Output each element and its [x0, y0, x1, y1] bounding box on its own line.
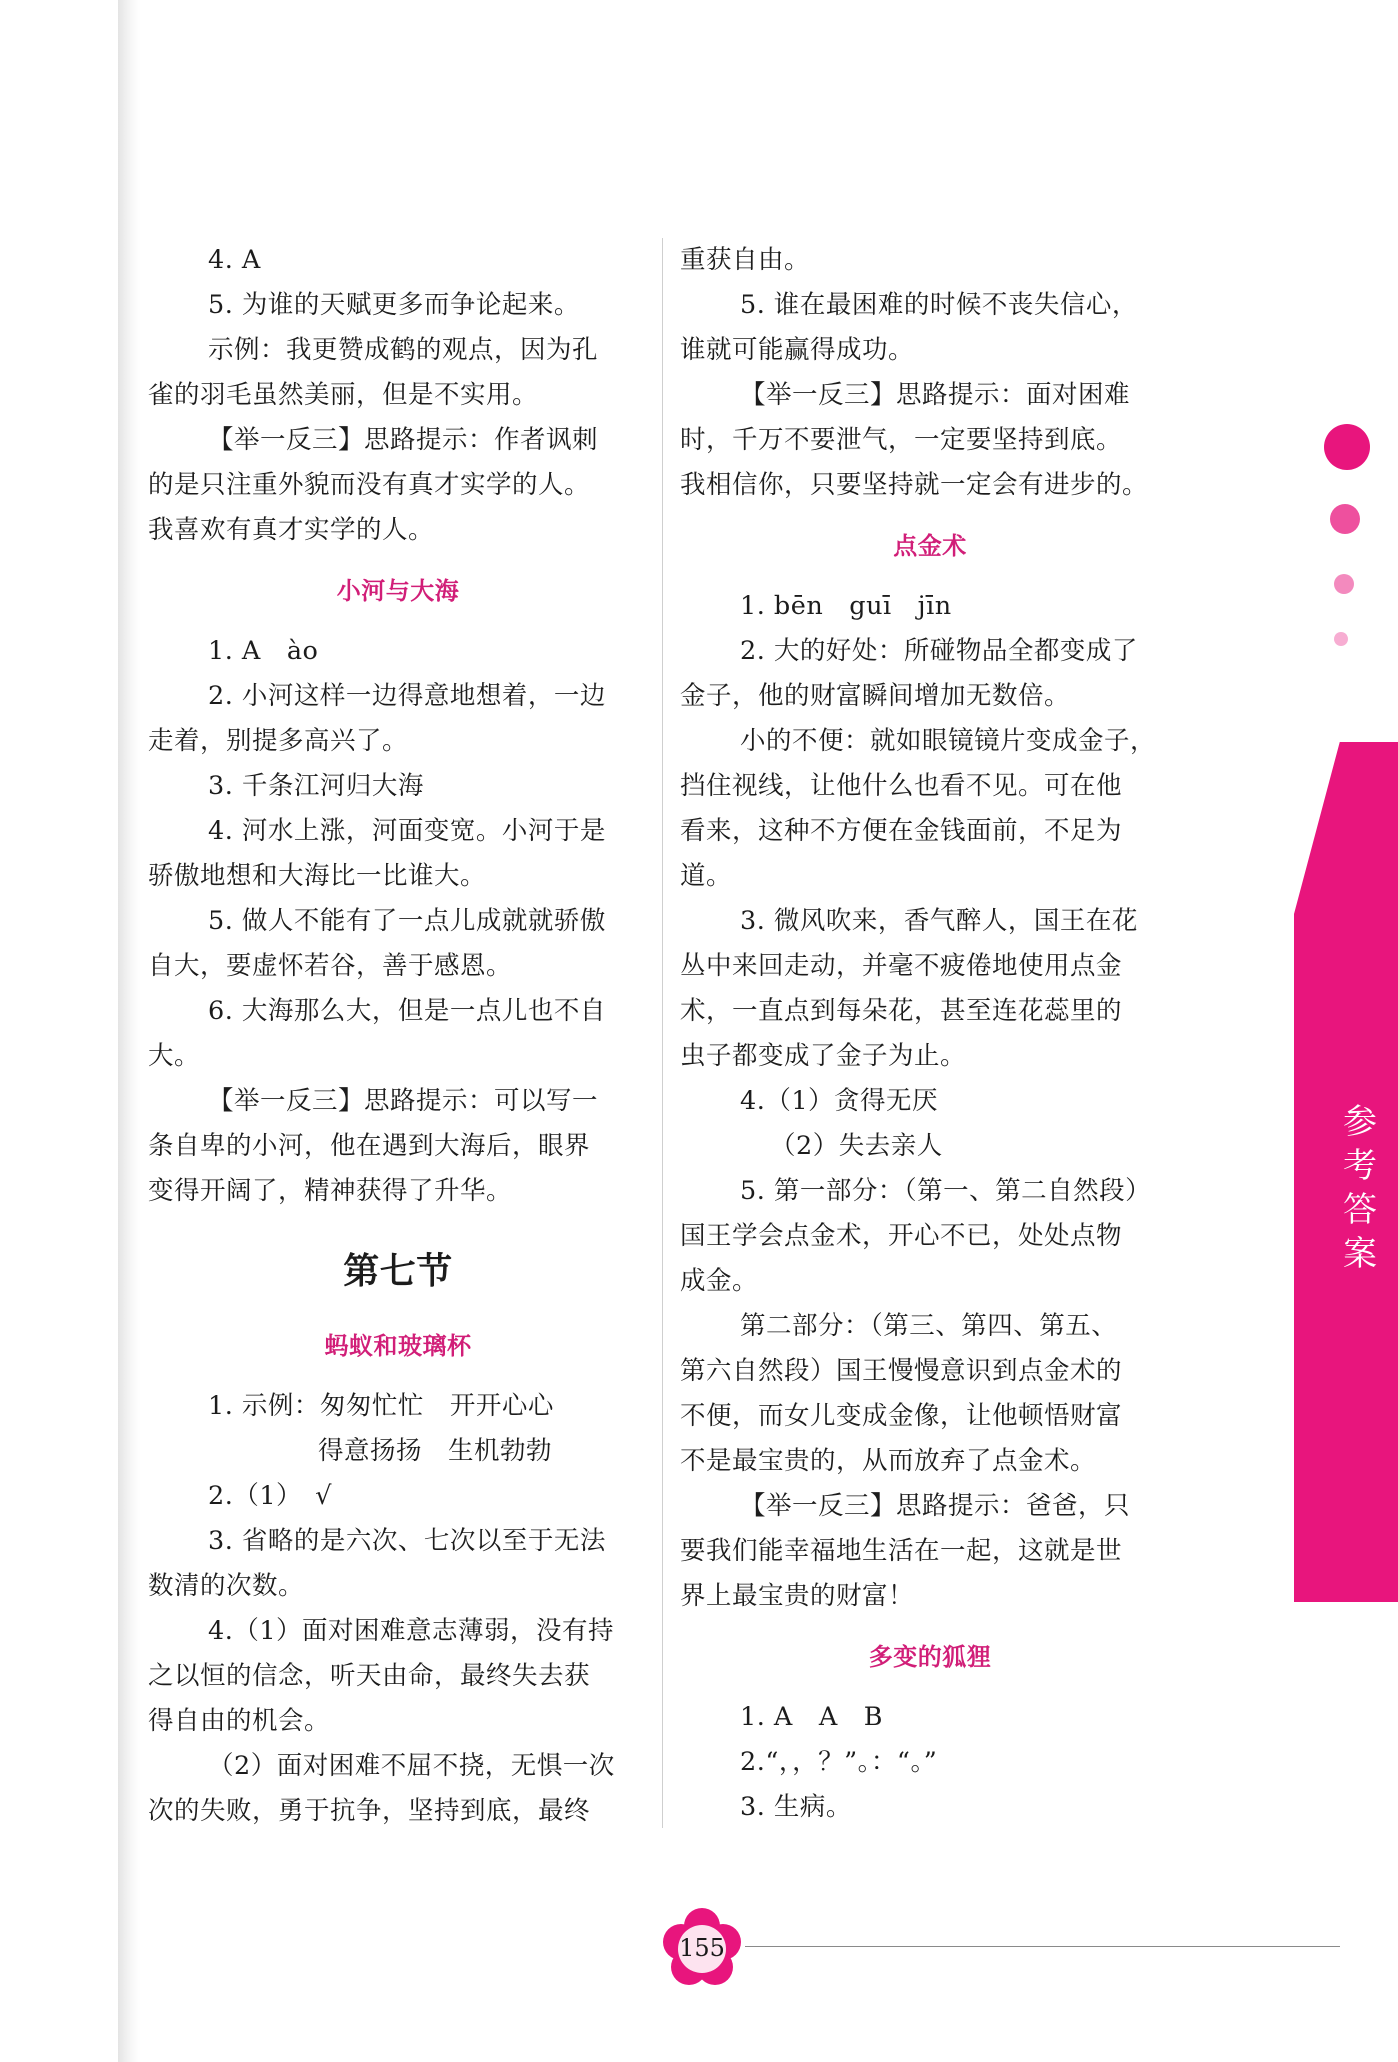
right-answer-line: 5. 谁在最困难的时候不丧失信心，: [740, 290, 1138, 320]
right-passage-title: 多变的狐狸: [868, 1643, 992, 1671]
left-column: [148, 238, 648, 1834]
right-answer-line: 挡住视线，让他什么也看不见。可在他: [680, 771, 1123, 801]
right-answer-line: 1. bēn guī jīn: [740, 591, 952, 621]
right-answer-line: 要我们能幸福地生活在一起，这就是世: [680, 1536, 1123, 1566]
right-answer-line: 道。: [680, 861, 733, 891]
right-answer-line: 我相信你，只要坚持就一定会有进步的。: [680, 470, 1149, 500]
left-answer-line: 雀的羽毛虽然美丽，但是不实用。: [148, 380, 539, 410]
left-answer-line: 示例：我更赞成鹤的观点，因为孔: [208, 335, 599, 365]
left-answer-line: 骄傲地想和大海比一比谁大。: [148, 861, 487, 891]
left-answer-line: 2. 小河这样一边得意地想着，一边: [208, 681, 606, 711]
left-answer-line: 之以恒的信念，听天由命，最终失去获: [148, 1661, 591, 1691]
left-answer-line: 得自由的机会。: [148, 1706, 331, 1736]
right-answer-line: 重获自由。: [680, 245, 811, 275]
right-answer-line: 看来，这种不方便在金钱面前，不足为: [680, 816, 1123, 846]
right-answer-line: 2. 大的好处：所碰物品全都变成了: [740, 636, 1138, 666]
footer-rule: [745, 1946, 1340, 1947]
right-answer-line: 5. 第一部分：（第一、第二自然段）: [740, 1176, 1152, 1206]
right-answer-line: 金子，他的财富瞬间增加无数倍。: [680, 681, 1071, 711]
page-number: 155: [679, 1934, 725, 1962]
decorative-dot: [1334, 632, 1348, 646]
right-answer-line: 小的不便：就如眼镜镜片变成金子，: [740, 726, 1157, 756]
left-answer-line: 6. 大海那么大，但是一点儿也不自: [208, 996, 606, 1026]
decorative-dot: [1324, 424, 1370, 470]
right-answer-line: 【举一反三】思路提示：面对困难: [740, 380, 1131, 410]
left-answer-line: 条自卑的小河，他在遇到大海后，眼界: [148, 1131, 591, 1161]
left-passage-title: 小河与大海: [336, 577, 460, 605]
right-answer-line: 时，千万不要泄气，一定要坚持到底。: [680, 425, 1123, 455]
left-answer-line: 3. 千条江河归大海: [208, 771, 424, 801]
right-answer-line: 第六自然段）国王慢慢意识到点金术的: [680, 1356, 1123, 1386]
left-section-heading: 第七节: [343, 1251, 453, 1292]
left-answer-line: 数清的次数。: [148, 1571, 305, 1601]
right-answer-line: 不便，而女儿变成金像，让他顿悟财富: [680, 1401, 1123, 1431]
right-answer-line: 界上最宝贵的财富！: [680, 1581, 915, 1611]
right-answer-line: 第二部分：（第三、第四、第五、: [740, 1311, 1118, 1341]
left-answer-line: （2）面对困难不屈不挠，无惧一次: [208, 1751, 615, 1781]
left-answer-line: 2.（1） √: [208, 1481, 333, 1511]
book-spine-shadow: [118, 0, 140, 2062]
right-passage-title: 点金术: [893, 532, 967, 560]
right-answer-line: 1. A A B: [740, 1702, 884, 1732]
right-answer-line: 丛中来回走动，并毫不疲倦地使用点金: [680, 951, 1123, 981]
side-tab-label: 参考答案: [1343, 1102, 1377, 1274]
right-answer-line: 不是最宝贵的，从而放弃了点金术。: [680, 1446, 1097, 1476]
left-answer-line: 3. 省略的是六次、七次以至于无法: [208, 1526, 606, 1556]
left-answer-line: 【举一反三】思路提示：可以写一: [208, 1086, 599, 1116]
left-answer-line: 4.（1）面对困难意志薄弱，没有持: [208, 1616, 615, 1646]
left-answer-line: 4. 河水上涨，河面变宽。小河于是: [208, 816, 606, 846]
left-answer-line: 自大，要虚怀若谷，善于感恩。: [148, 951, 513, 981]
right-answer-line: 国王学会点金术，开心不已，处处点物: [680, 1221, 1123, 1251]
left-answer-line: 1. A ào: [208, 636, 319, 666]
left-answer-line: 大。: [148, 1041, 201, 1071]
left-passage-title: 蚂蚁和玻璃杯: [324, 1332, 472, 1360]
right-answer-line: （2）失去亲人: [770, 1131, 943, 1161]
left-answer-line: 【举一反三】思路提示：作者讽刺: [208, 425, 599, 455]
left-answer-line: 5. 为谁的天赋更多而争论起来。: [208, 290, 580, 320]
column-divider: [662, 238, 663, 1828]
right-answer-line: 术，一直点到每朵花，甚至连花蕊里的: [680, 996, 1123, 1026]
left-answer-line: 变得开阔了，精神获得了升华。: [148, 1176, 513, 1206]
right-answer-line: 虫子都变成了金子为止。: [680, 1041, 967, 1071]
right-column: [680, 238, 1180, 1830]
right-answer-line: 3. 生病。: [740, 1792, 852, 1822]
right-answer-line: 成金。: [680, 1266, 759, 1296]
right-answer-line: 谁就可能赢得成功。: [680, 335, 915, 365]
left-answer-line: 的是只注重外貌而没有真才实学的人。: [148, 470, 591, 500]
decorative-dot: [1334, 574, 1354, 594]
right-answer-line: 4.（1）贪得无厌: [740, 1086, 939, 1116]
left-answer-line: 走着，别提多高兴了。: [148, 726, 409, 756]
decorative-dot: [1330, 504, 1360, 534]
right-answer-line: 3. 微风吹来，香气醉人，国王在花: [740, 906, 1138, 936]
left-answer-line: 得意扬扬 生机勃勃: [318, 1436, 553, 1466]
left-answer-line: 5. 做人不能有了一点儿成就就骄傲: [208, 906, 606, 936]
left-answer-line: 1. 示例：匆匆忙忙 开开心心: [208, 1391, 554, 1421]
left-answer-line: 4. A: [208, 245, 261, 275]
left-answer-line: 次的失败，勇于抗争，坚持到底，最终: [148, 1796, 591, 1826]
right-answer-line: 2.“，，？”。：“。”: [740, 1747, 938, 1777]
right-answer-line: 【举一反三】思路提示：爸爸，只: [740, 1491, 1131, 1521]
left-answer-line: 我喜欢有真才实学的人。: [148, 515, 435, 545]
